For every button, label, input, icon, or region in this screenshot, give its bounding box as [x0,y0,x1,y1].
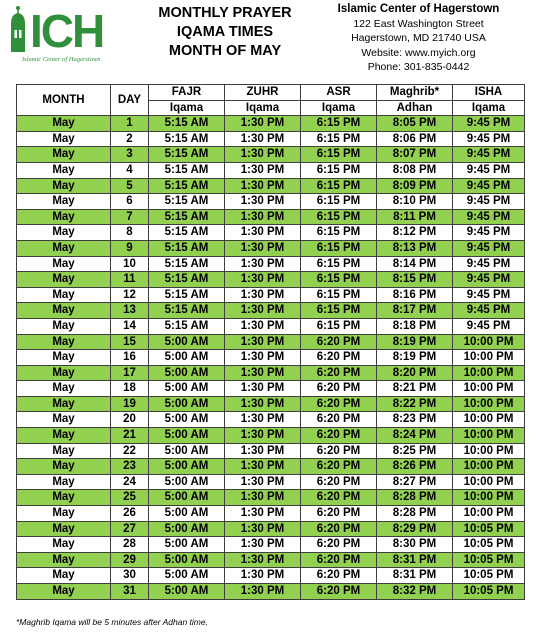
cell-month: May [17,350,111,366]
table-row [17,334,525,350]
cell-asr: 6:15 PM [301,240,377,256]
cell-zuhr: 1:30 PM [225,334,301,350]
table-row [17,272,525,288]
cell-month: May [17,474,111,490]
cell-fajr: 5:15 AM [149,178,225,194]
cell-isha: 10:05 PM [453,537,525,553]
cell-fajr: 5:00 AM [149,584,225,600]
cell-fajr: 5:15 AM [149,116,225,132]
cell-isha: 10:05 PM [453,552,525,568]
cell-maghrib: 8:05 PM [377,116,453,132]
table-row [17,287,525,303]
cell-day: 21 [111,428,149,444]
cell-maghrib: 8:19 PM [377,334,453,350]
cell-maghrib: 8:18 PM [377,318,453,334]
cell-isha: 10:00 PM [453,365,525,381]
cell-day: 14 [111,318,149,334]
title-line-2: IQAMA TIMES [176,24,274,40]
cell-zuhr: 1:30 PM [225,521,301,537]
org-phone: Phone: 301-835-0442 [367,61,470,73]
cell-isha: 9:45 PM [453,318,525,334]
cell-month: May [17,412,111,428]
cell-day: 12 [111,287,149,303]
cell-maghrib: 8:31 PM [377,568,453,584]
cell-fajr: 5:15 AM [149,287,225,303]
header-day: DAY [111,85,149,116]
title-line-3: MONTH OF MAY [168,43,282,59]
cell-maghrib: 8:09 PM [377,178,453,194]
cell-maghrib: 8:24 PM [377,428,453,444]
cell-isha: 10:00 PM [453,490,525,506]
cell-zuhr: 1:30 PM [225,116,301,132]
cell-asr: 6:20 PM [301,459,377,475]
cell-month: May [17,334,111,350]
cell-month: May [17,178,111,194]
cell-zuhr: 1:30 PM [225,240,301,256]
cell-zuhr: 1:30 PM [225,459,301,475]
cell-isha: 9:45 PM [453,225,525,241]
cell-isha: 10:05 PM [453,521,525,537]
table-row [17,412,525,428]
cell-month: May [17,287,111,303]
cell-asr: 6:20 PM [301,490,377,506]
org-city: Hagerstown, MD 21740 USA [351,32,486,44]
cell-maghrib: 8:31 PM [377,552,453,568]
cell-zuhr: 1:30 PM [225,350,301,366]
cell-asr: 6:15 PM [301,318,377,334]
cell-month: May [17,240,111,256]
table-row [17,194,525,210]
header-zuhr: ZUHR [225,85,301,101]
cell-day: 10 [111,256,149,272]
cell-zuhr: 1:30 PM [225,443,301,459]
cell-asr: 6:20 PM [301,428,377,444]
cell-isha: 9:45 PM [453,116,525,132]
cell-zuhr: 1:30 PM [225,584,301,600]
cell-day: 26 [111,506,149,522]
cell-maghrib: 8:07 PM [377,147,453,163]
cell-asr: 6:20 PM [301,474,377,490]
table-row [17,131,525,147]
cell-fajr: 5:00 AM [149,568,225,584]
cell-isha: 9:45 PM [453,287,525,303]
cell-asr: 6:20 PM [301,443,377,459]
cell-day: 4 [111,162,149,178]
cell-maghrib: 8:29 PM [377,521,453,537]
org-name: Islamic Center of Hagerstown [337,3,500,15]
cell-day: 22 [111,443,149,459]
cell-asr: 6:15 PM [301,209,377,225]
cell-asr: 6:20 PM [301,568,377,584]
organization-info [306,2,531,75]
cell-maghrib: 8:10 PM [377,194,453,210]
cell-fajr: 5:15 AM [149,209,225,225]
cell-asr: 6:15 PM [301,116,377,132]
cell-zuhr: 1:30 PM [225,396,301,412]
table-row [17,506,525,522]
cell-month: May [17,568,111,584]
cell-month: May [17,209,111,225]
cell-isha: 9:45 PM [453,162,525,178]
cell-maghrib: 8:23 PM [377,412,453,428]
cell-maghrib: 8:14 PM [377,256,453,272]
cell-fajr: 5:15 AM [149,272,225,288]
prayer-times-table [16,84,525,600]
cell-month: May [17,506,111,522]
cell-fajr: 5:00 AM [149,428,225,444]
subheader-fajr: Iqama [149,100,225,116]
cell-zuhr: 1:30 PM [225,412,301,428]
table-row [17,209,525,225]
header-maghrib: Maghrib* [377,85,453,101]
cell-maghrib: 8:13 PM [377,240,453,256]
cell-month: May [17,365,111,381]
cell-zuhr: 1:30 PM [225,506,301,522]
cell-day: 16 [111,350,149,366]
cell-day: 3 [111,147,149,163]
cell-isha: 9:45 PM [453,240,525,256]
cell-month: May [17,584,111,600]
cell-day: 15 [111,334,149,350]
table-row [17,116,525,132]
cell-maghrib: 8:11 PM [377,209,453,225]
cell-fajr: 5:15 AM [149,162,225,178]
cell-maghrib: 8:15 PM [377,272,453,288]
cell-zuhr: 1:30 PM [225,537,301,553]
cell-isha: 10:00 PM [453,459,525,475]
cell-fajr: 5:00 AM [149,443,225,459]
cell-zuhr: 1:30 PM [225,194,301,210]
cell-fajr: 5:00 AM [149,521,225,537]
table-row [17,225,525,241]
cell-isha: 10:05 PM [453,568,525,584]
cell-isha: 10:00 PM [453,350,525,366]
cell-month: May [17,428,111,444]
table-row [17,318,525,334]
cell-zuhr: 1:30 PM [225,178,301,194]
org-website: Website: www.myich.org [361,46,476,59]
cell-maghrib: 8:28 PM [377,490,453,506]
cell-isha: 10:00 PM [453,474,525,490]
cell-isha: 10:00 PM [453,334,525,350]
header-month: MONTH [17,85,111,116]
cell-day: 29 [111,552,149,568]
cell-fajr: 5:15 AM [149,318,225,334]
cell-maghrib: 8:06 PM [377,131,453,147]
table-row [17,443,525,459]
cell-asr: 6:20 PM [301,412,377,428]
cell-fajr: 5:00 AM [149,396,225,412]
cell-month: May [17,131,111,147]
cell-maghrib: 8:20 PM [377,365,453,381]
subheader-maghrib: Adhan [377,100,453,116]
cell-zuhr: 1:30 PM [225,552,301,568]
cell-fajr: 5:15 AM [149,240,225,256]
cell-month: May [17,116,111,132]
cell-isha: 9:45 PM [453,194,525,210]
cell-isha: 9:45 PM [453,256,525,272]
cell-isha: 10:00 PM [453,396,525,412]
cell-asr: 6:20 PM [301,552,377,568]
cell-zuhr: 1:30 PM [225,147,301,163]
cell-fajr: 5:00 AM [149,490,225,506]
cell-asr: 6:20 PM [301,396,377,412]
subheader-isha: Iqama [453,100,525,116]
cell-zuhr: 1:30 PM [225,225,301,241]
cell-day: 20 [111,412,149,428]
cell-month: May [17,318,111,334]
cell-day: 17 [111,365,149,381]
cell-asr: 6:15 PM [301,162,377,178]
cell-maghrib: 8:26 PM [377,459,453,475]
cell-day: 7 [111,209,149,225]
cell-fajr: 5:15 AM [149,225,225,241]
cell-month: May [17,272,111,288]
cell-month: May [17,521,111,537]
cell-day: 25 [111,490,149,506]
table-row [17,396,525,412]
cell-zuhr: 1:30 PM [225,490,301,506]
cell-day: 19 [111,396,149,412]
cell-zuhr: 1:30 PM [225,272,301,288]
cell-zuhr: 1:30 PM [225,428,301,444]
cell-month: May [17,490,111,506]
cell-zuhr: 1:30 PM [225,256,301,272]
cell-isha: 10:05 PM [453,584,525,600]
cell-fajr: 5:15 AM [149,147,225,163]
table-row [17,521,525,537]
cell-day: 1 [111,116,149,132]
table-row [17,303,525,319]
cell-asr: 6:15 PM [301,256,377,272]
logo-letters: ICH [30,5,104,57]
cell-maghrib: 8:22 PM [377,396,453,412]
cell-isha: 10:00 PM [453,506,525,522]
cell-zuhr: 1:30 PM [225,162,301,178]
cell-month: May [17,459,111,475]
cell-maghrib: 8:17 PM [377,303,453,319]
cell-isha: 9:45 PM [453,147,525,163]
cell-fajr: 5:15 AM [149,194,225,210]
table-row [17,240,525,256]
cell-day: 5 [111,178,149,194]
cell-day: 18 [111,381,149,397]
cell-zuhr: 1:30 PM [225,568,301,584]
cell-fajr: 5:00 AM [149,506,225,522]
cell-asr: 6:15 PM [301,147,377,163]
cell-day: 6 [111,194,149,210]
logo [8,4,138,74]
header-fajr: FAJR [149,85,225,101]
cell-maghrib: 8:32 PM [377,584,453,600]
footnote: *Maghrib Iqama will be 5 minutes after Adhan time. [16,617,208,627]
cell-day: 27 [111,521,149,537]
table-row [17,474,525,490]
cell-asr: 6:20 PM [301,506,377,522]
table-row [17,381,525,397]
cell-asr: 6:15 PM [301,287,377,303]
table-row [17,552,525,568]
cell-asr: 6:15 PM [301,303,377,319]
cell-day: 2 [111,131,149,147]
cell-day: 13 [111,303,149,319]
table-row [17,178,525,194]
cell-isha: 9:45 PM [453,131,525,147]
cell-fajr: 5:15 AM [149,256,225,272]
cell-maghrib: 8:16 PM [377,287,453,303]
subheader-zuhr: Iqama [225,100,301,116]
cell-isha: 10:00 PM [453,381,525,397]
cell-month: May [17,396,111,412]
logo-tagline: Islamic Center of Hagerstown [22,56,101,63]
cell-zuhr: 1:30 PM [225,318,301,334]
cell-asr: 6:20 PM [301,350,377,366]
cell-day: 23 [111,459,149,475]
cell-fajr: 5:00 AM [149,365,225,381]
table-row [17,256,525,272]
cell-fajr: 5:00 AM [149,334,225,350]
cell-month: May [17,381,111,397]
cell-month: May [17,552,111,568]
cell-maghrib: 8:21 PM [377,381,453,397]
cell-day: 28 [111,537,149,553]
cell-zuhr: 1:30 PM [225,474,301,490]
table-row [17,490,525,506]
cell-day: 24 [111,474,149,490]
cell-isha: 9:45 PM [453,178,525,194]
cell-fajr: 5:00 AM [149,350,225,366]
cell-maghrib: 8:30 PM [377,537,453,553]
cell-day: 9 [111,240,149,256]
cell-fajr: 5:00 AM [149,474,225,490]
cell-maghrib: 8:27 PM [377,474,453,490]
cell-asr: 6:15 PM [301,272,377,288]
title-line-1: MONTHLY PRAYER [158,5,292,21]
cell-maghrib: 8:08 PM [377,162,453,178]
cell-asr: 6:15 PM [301,194,377,210]
cell-fajr: 5:00 AM [149,552,225,568]
cell-month: May [17,194,111,210]
cell-isha: 9:45 PM [453,303,525,319]
cell-zuhr: 1:30 PM [225,381,301,397]
table-row [17,584,525,600]
table-row [17,350,525,366]
cell-asr: 6:15 PM [301,225,377,241]
cell-isha: 9:45 PM [453,272,525,288]
cell-day: 30 [111,568,149,584]
cell-month: May [17,537,111,553]
cell-fajr: 5:15 AM [149,303,225,319]
cell-maghrib: 8:12 PM [377,225,453,241]
cell-isha: 10:00 PM [453,428,525,444]
page-title [150,4,300,61]
cell-asr: 6:15 PM [301,131,377,147]
header-asr: ASR [301,85,377,101]
cell-isha: 9:45 PM [453,209,525,225]
org-street: 122 East Washington Street [353,17,484,30]
cell-maghrib: 8:28 PM [377,506,453,522]
subheader-asr: Iqama [301,100,377,116]
table-row [17,147,525,163]
cell-asr: 6:20 PM [301,365,377,381]
table-row [17,365,525,381]
cell-maghrib: 8:25 PM [377,443,453,459]
cell-zuhr: 1:30 PM [225,303,301,319]
cell-zuhr: 1:30 PM [225,365,301,381]
cell-month: May [17,256,111,272]
cell-asr: 6:20 PM [301,537,377,553]
cell-isha: 10:00 PM [453,443,525,459]
cell-asr: 6:20 PM [301,584,377,600]
cell-day: 8 [111,225,149,241]
cell-fajr: 5:00 AM [149,537,225,553]
cell-fajr: 5:00 AM [149,459,225,475]
cell-fajr: 5:15 AM [149,131,225,147]
cell-fajr: 5:00 AM [149,381,225,397]
cell-day: 11 [111,272,149,288]
cell-zuhr: 1:30 PM [225,287,301,303]
cell-asr: 6:20 PM [301,521,377,537]
table-row [17,568,525,584]
cell-month: May [17,162,111,178]
cell-asr: 6:20 PM [301,381,377,397]
table-row [17,428,525,444]
cell-month: May [17,443,111,459]
table-row [17,162,525,178]
cell-asr: 6:20 PM [301,334,377,350]
table-row [17,459,525,475]
table-row [17,537,525,553]
header-isha: ISHA [453,85,525,101]
cell-month: May [17,303,111,319]
cell-zuhr: 1:30 PM [225,209,301,225]
cell-month: May [17,147,111,163]
cell-zuhr: 1:30 PM [225,131,301,147]
cell-isha: 10:00 PM [453,412,525,428]
cell-day: 31 [111,584,149,600]
cell-maghrib: 8:19 PM [377,350,453,366]
cell-month: May [17,225,111,241]
cell-asr: 6:15 PM [301,178,377,194]
cell-fajr: 5:00 AM [149,412,225,428]
